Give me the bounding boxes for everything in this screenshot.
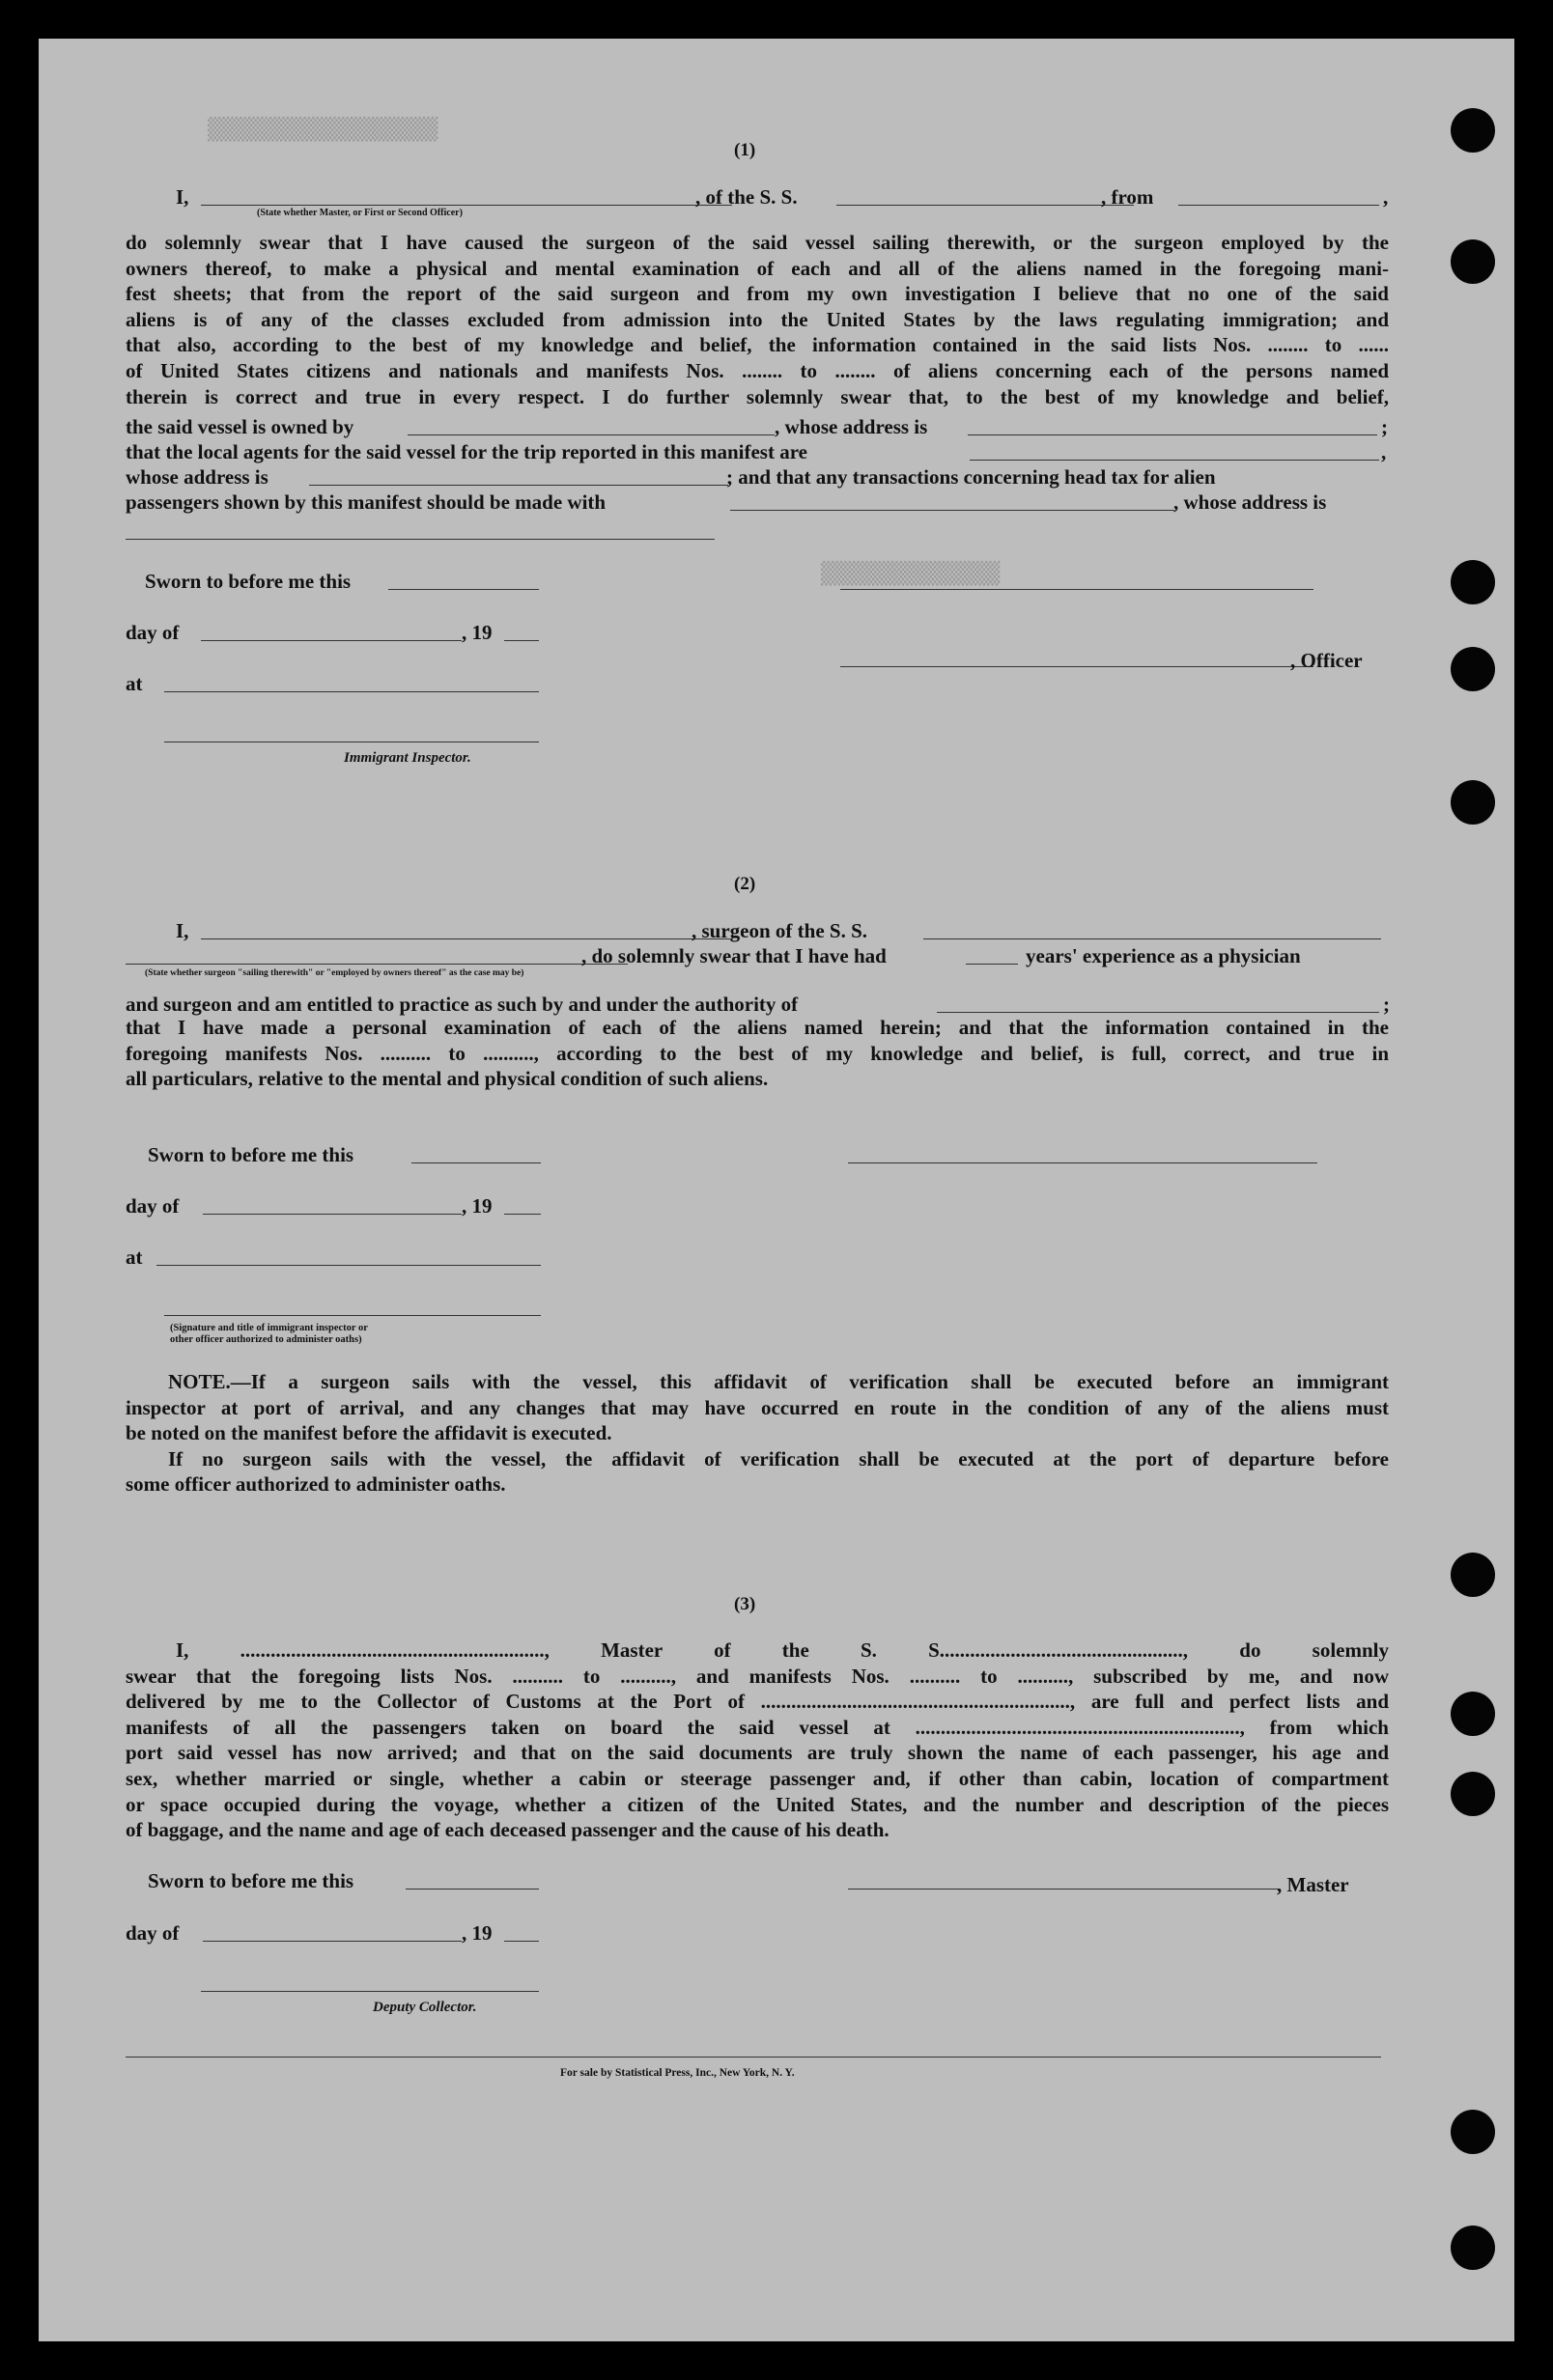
section-3-paragraph: I, ............................................................, Master of the S. S................................................, do solemnly swear that the foregoing lists Nos. .......... to .........., and manifests Nos. .......... to .........., subscribed by me, and now delivered by me to the Collector of Customs at the Port of ............................................................., are full and perfect lists and manifests of all the passengers taken on board the said vessel at ................................................................, from which port said vessel has now arrived; and that on the said documents are truly shown the name of each passenger, his age and sex, whether married or single, whether a cabin or steerage passenger and, if other than cabin, location of compartment or space occupied during the voyage, whether a citizen of the United States, and the number and description of the pieces of baggage, and the name and age of each deceased passenger and the cause of his death. (126, 1638, 1389, 1842)
section-2-number: (2) (734, 874, 756, 894)
year-19-label-2: , 19 (462, 1194, 493, 1218)
sworn-date-field-1[interactable] (388, 589, 539, 590)
place-field-2[interactable] (156, 1265, 541, 1266)
section-3-number: (3) (734, 1594, 756, 1614)
sworn-label-1: Sworn to before me this (145, 570, 352, 593)
note-paragraph: NOTE.—If a surgeon sails with the vessel, this affidavit of verification shall be executed before an immigrant inspector at port of arrival, and any changes that may have occurred en route in the condition of any of the aliens must be noted on the manifest before the affidavit is executed. If no surgeon sails with the vessel, the affidavit of verification shall be executed at the port of departure before some officer authorized to administer oaths. (126, 1370, 1389, 1497)
section-2-paragraph: that I have made a personal examination of each of the aliens named herein; and that the information contained in the foregoing manifests Nos. .......... to .........., according to the best of my knowledge and belief, is full, correct, and true in all particulars, relative to the mental and physical condition of such aliens. (126, 1016, 1389, 1091)
punch-hole (1451, 2226, 1495, 2270)
surgeon-note: (State whether surgeon "sailing therewith" or "employed by owners thereof" as the case may be) (145, 968, 524, 978)
year-field-2[interactable] (504, 1214, 541, 1215)
i-label: I, (176, 185, 189, 209)
passengers-text: passengers shown by this manifest should be made with (126, 490, 607, 514)
year-19-label-1: , 19 (462, 621, 493, 644)
comma: , (1383, 185, 1389, 209)
surgeon-status-field[interactable] (126, 964, 628, 965)
owned-by-label: the said vessel is owned by (126, 415, 354, 438)
section-1-number: (1) (734, 140, 756, 160)
bleed-through-text: ▒▒▒▒▒▒▒▒▒▒▒▒▒▒ (821, 560, 1001, 584)
years-field[interactable] (966, 964, 1018, 965)
agents-address-field[interactable] (309, 485, 728, 486)
master-signature-field[interactable] (848, 1889, 1279, 1890)
month-field-2[interactable] (203, 1214, 462, 1215)
whose-address-label-2: whose address is (126, 465, 268, 489)
punch-hole (1451, 1553, 1495, 1597)
sworn-date-field-2[interactable] (411, 1162, 541, 1163)
signature-note: (Signature and title of immigrant inspector or other officer authorized to administer oaths) (170, 1323, 368, 1345)
swear-label: , do solemnly swear that I have had (581, 944, 887, 967)
semicolon: ; (1383, 993, 1390, 1016)
master-label: , Master (1277, 1873, 1349, 1896)
surgeon-of-label: , surgeon of the S. S. (692, 919, 868, 942)
at-label-2: at (126, 1246, 143, 1269)
punch-hole (1451, 1772, 1495, 1816)
officer-signature-field-2[interactable] (164, 1315, 541, 1316)
from-port-field[interactable] (1178, 205, 1379, 206)
years-label: years' experience as a physician (1026, 944, 1301, 967)
punch-hole (1451, 239, 1495, 284)
surgeon-name-field[interactable] (201, 938, 730, 939)
authority-field[interactable] (937, 1012, 1379, 1013)
section-1-paragraph: do solemnly swear that I have caused the surgeon of the said vessel sailing therewith, or the surgeon employed by the owners thereof, to make a physical and mental examination of each and all of the aliens named in the foregoing mani- fest sheets; that from the report of the said surgeon and from my own investigation I believe that no one of the said aliens is of any of the classes excluded from admission into the United States by the laws regulating immigration; and that also, according to the best of my knowledge and belief, the information contained in the said lists Nos. ........ to ...... of United States citizens and nationals and manifests Nos. ........ to ........ of aliens concerning each of the persons named therein is correct and true in every respect. I do further solemnly swear that, to the best of my knowledge and belief, (126, 231, 1389, 408)
whose-address-label: , whose address is (775, 415, 928, 438)
of-ss-label: , of the S. S. (695, 185, 798, 209)
day-of-label-1: day of (126, 621, 180, 644)
punch-hole (1451, 780, 1495, 825)
officer-line-upper[interactable] (840, 589, 1313, 590)
whose-address-end: , whose address is (1173, 490, 1327, 514)
officer-note: (State whether Master, or First or Second Officer) (257, 208, 463, 218)
inspector-signature-field-2[interactable] (848, 1162, 1317, 1163)
i-label-2: I, (176, 919, 189, 942)
punch-hole (1451, 1692, 1495, 1736)
deputy-collector-signature-field[interactable] (201, 1991, 539, 1992)
day-of-label-2: day of (126, 1194, 180, 1218)
document-page (39, 39, 1514, 2341)
owner-field[interactable] (408, 434, 775, 435)
footer-imprint: For sale by Statistical Press, Inc., New York, N. Y. (560, 2067, 795, 2079)
month-field-3[interactable] (203, 1941, 462, 1942)
comma: , (1381, 440, 1387, 463)
place-field-1[interactable] (164, 691, 539, 692)
inspector-caption: Immigrant Inspector. (344, 750, 471, 766)
officer-name-field[interactable] (201, 205, 732, 206)
local-agents-label: that the local agents for the said vessel for the trip reported in this manifest are (126, 440, 807, 463)
officer-signature-field[interactable] (840, 666, 1313, 667)
vessel-name-field[interactable] (836, 205, 1134, 206)
head-tax-text: ; and that any transactions concerning head tax for alien (726, 465, 1216, 489)
sworn-label-2: Sworn to before me this (148, 1143, 354, 1166)
at-label-1: at (126, 672, 143, 695)
punch-hole (1451, 2110, 1495, 2154)
punch-hole (1451, 108, 1495, 153)
year-field-3[interactable] (504, 1941, 539, 1942)
month-field-1[interactable] (201, 640, 462, 641)
local-agents-field[interactable] (970, 460, 1379, 461)
surgeon-vessel-field[interactable] (923, 938, 1381, 939)
sworn-date-field-3[interactable] (406, 1889, 539, 1890)
sworn-label-3: Sworn to before me this (148, 1869, 354, 1892)
officer-label: , Officer (1290, 649, 1363, 672)
owner-address-field[interactable] (968, 434, 1377, 435)
year-field-1[interactable] (504, 640, 539, 641)
year-19-label-3: , 19 (462, 1921, 493, 1945)
head-tax-address-field[interactable] (126, 539, 715, 540)
authority-label: and surgeon and am entitled to practice as such by and under the authority of (126, 993, 799, 1016)
day-of-label-3: day of (126, 1921, 180, 1945)
from-label: , from (1101, 185, 1154, 209)
punch-hole (1451, 647, 1495, 691)
semicolon: ; (1381, 415, 1388, 438)
head-tax-party-field[interactable] (730, 510, 1174, 511)
deputy-collector-caption: Deputy Collector. (373, 2000, 477, 2015)
punch-hole (1451, 560, 1495, 604)
footer-rule (126, 2057, 1381, 2058)
bleed-through-text: ▒▒▒▒▒▒▒▒▒▒▒▒▒▒▒▒▒▒ (208, 116, 438, 140)
